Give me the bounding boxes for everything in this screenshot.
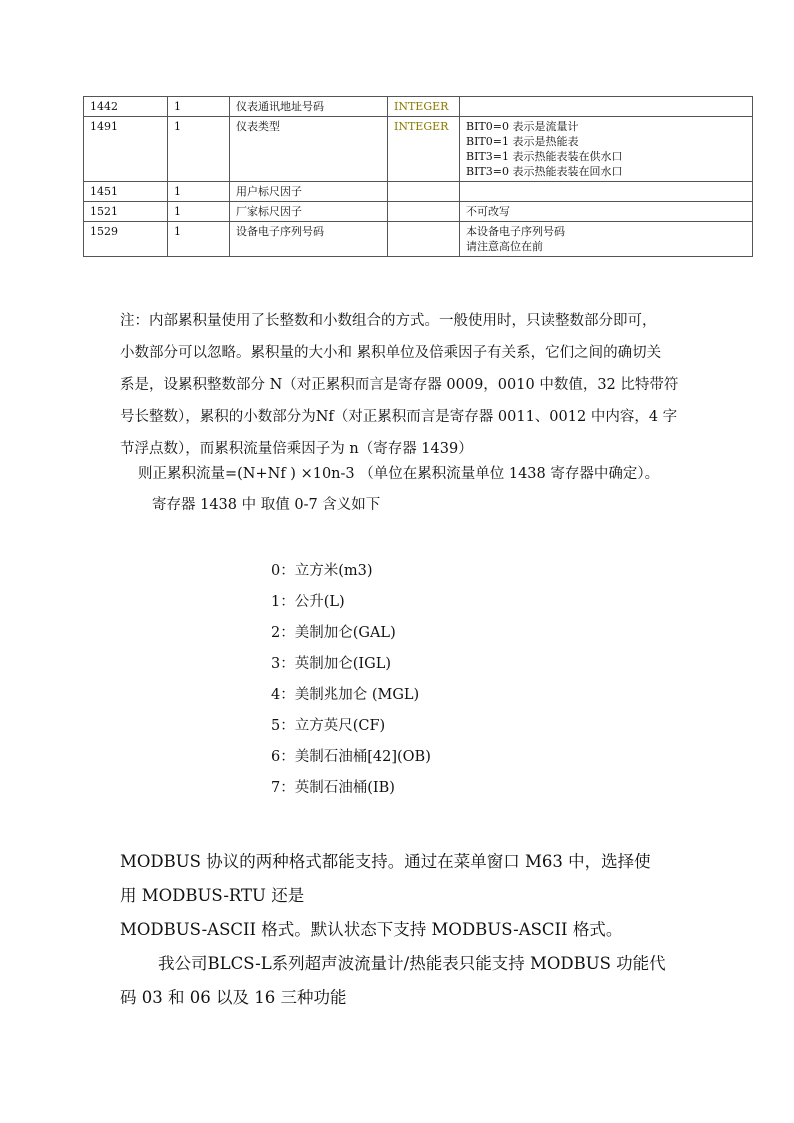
data-type-cell xyxy=(388,202,460,222)
register-name-cell: 仪表通讯地址号码 xyxy=(230,97,388,117)
unit-item: 5：立方英尺(CF) xyxy=(271,718,386,734)
register-address-cell: 1491 xyxy=(84,117,168,182)
description-line: BIT0=0 表示是流量计 xyxy=(466,120,579,133)
register-count-cell: 1 xyxy=(168,202,230,222)
table-row xyxy=(84,202,753,222)
modbus-line: MODBUS 协议的两种格式都能支持。通过在菜单窗口 M63 中，选择使 xyxy=(120,852,651,871)
unit-item: 2：美制加仑(GAL) xyxy=(271,625,396,641)
register-intro: 寄存器 1438 中 取值 0-7 含义如下 xyxy=(152,497,381,513)
description-line: 不可改写 xyxy=(466,205,510,218)
note-line: 系是，设累积整数部分 N（对正累积而言是寄存器 0009，0010 中数值，32 比特带符 xyxy=(120,377,679,393)
register-address-cell: 1442 xyxy=(84,97,168,117)
table-row xyxy=(84,117,753,182)
description-line: BIT0=1 表示是热能表 xyxy=(466,135,579,148)
unit-item: 3：英制加仑(IGL) xyxy=(271,656,391,672)
description-line: 本设备电子序列号码 xyxy=(466,225,565,238)
table-row xyxy=(84,222,753,257)
description-cell xyxy=(460,222,753,257)
data-type-cell xyxy=(388,182,460,202)
data-type-cell xyxy=(388,222,460,257)
register-count-cell: 1 xyxy=(168,97,230,117)
unit-item: 1：公升(L) xyxy=(271,594,345,610)
description-line: 请注意高位在前 xyxy=(466,240,543,253)
formula-line: 则正累积流量=(N+Nf ) ×10n-3 （单位在累积流量单位 1438 寄存器中确定）。 xyxy=(138,466,660,482)
register-count-cell: 1 xyxy=(168,117,230,182)
note-paragraph xyxy=(120,305,720,465)
unit-item: 0：立方米(m3) xyxy=(271,563,373,579)
unit-item: 4：美制兆加仑 (MGL) xyxy=(271,687,420,703)
register-name-cell: 设备电子序列号码 xyxy=(230,222,388,257)
table-row xyxy=(84,182,753,202)
register-name-cell: 厂家标尺因子 xyxy=(230,202,388,222)
note-line: 号长整数），累积的小数部分为Nf（对正累积而言是寄存器 0011、0012 中内容，4 字 xyxy=(120,409,678,425)
description-line: BIT3=1 表示热能表装在供水口 xyxy=(466,150,623,163)
note-line: 注：内部累积量使用了长整数和小数组合的方式。一般使用时，只读整数部分即可， xyxy=(120,313,657,329)
register-address-cell: 1451 xyxy=(84,182,168,202)
note-line: 小数部分可以忽略。累积量的大小和 累积单位及倍乘因子有关系，它们之间的确切关 xyxy=(120,345,662,361)
modbus-line: MODBUS-ASCII 格式。默认状态下支持 MODBUS-ASCII 格式。 xyxy=(120,920,623,939)
description-cell xyxy=(460,202,753,222)
company-line: 我公司BLCS-L系列超声波流量计/热能表只能支持 MODBUS 功能代 xyxy=(158,954,666,973)
register-address-cell: 1529 xyxy=(84,222,168,257)
description-cell xyxy=(460,97,753,117)
description-cell xyxy=(460,117,753,182)
description-cell xyxy=(460,182,753,202)
modbus-line: 用 MODBUS-RTU 还是 xyxy=(120,886,305,905)
unit-item: 6：美制石油桶[42](OB) xyxy=(271,749,431,765)
table-row xyxy=(84,97,753,117)
note-line: 节浮点数），而累积流量倍乘因子为 n（寄存器 1439） xyxy=(120,441,473,457)
register-table xyxy=(83,96,753,257)
unit-list xyxy=(271,556,431,804)
data-type-cell: INTEGER xyxy=(388,117,460,182)
register-count-cell: 1 xyxy=(168,182,230,202)
company-line: 码 03 和 06 以及 16 三种功能 xyxy=(120,988,347,1007)
register-address-cell: 1521 xyxy=(84,202,168,222)
unit-item: 7：英制石油桶(IB) xyxy=(271,780,395,796)
modbus-paragraph xyxy=(120,845,720,1015)
register-count-cell: 1 xyxy=(168,222,230,257)
register-name-cell: 用户标尺因子 xyxy=(230,182,388,202)
register-name-cell: 仪表类型 xyxy=(230,117,388,182)
data-type-cell: INTEGER xyxy=(388,97,460,117)
description-line: BIT3=0 表示热能表装在回水口 xyxy=(466,165,623,178)
